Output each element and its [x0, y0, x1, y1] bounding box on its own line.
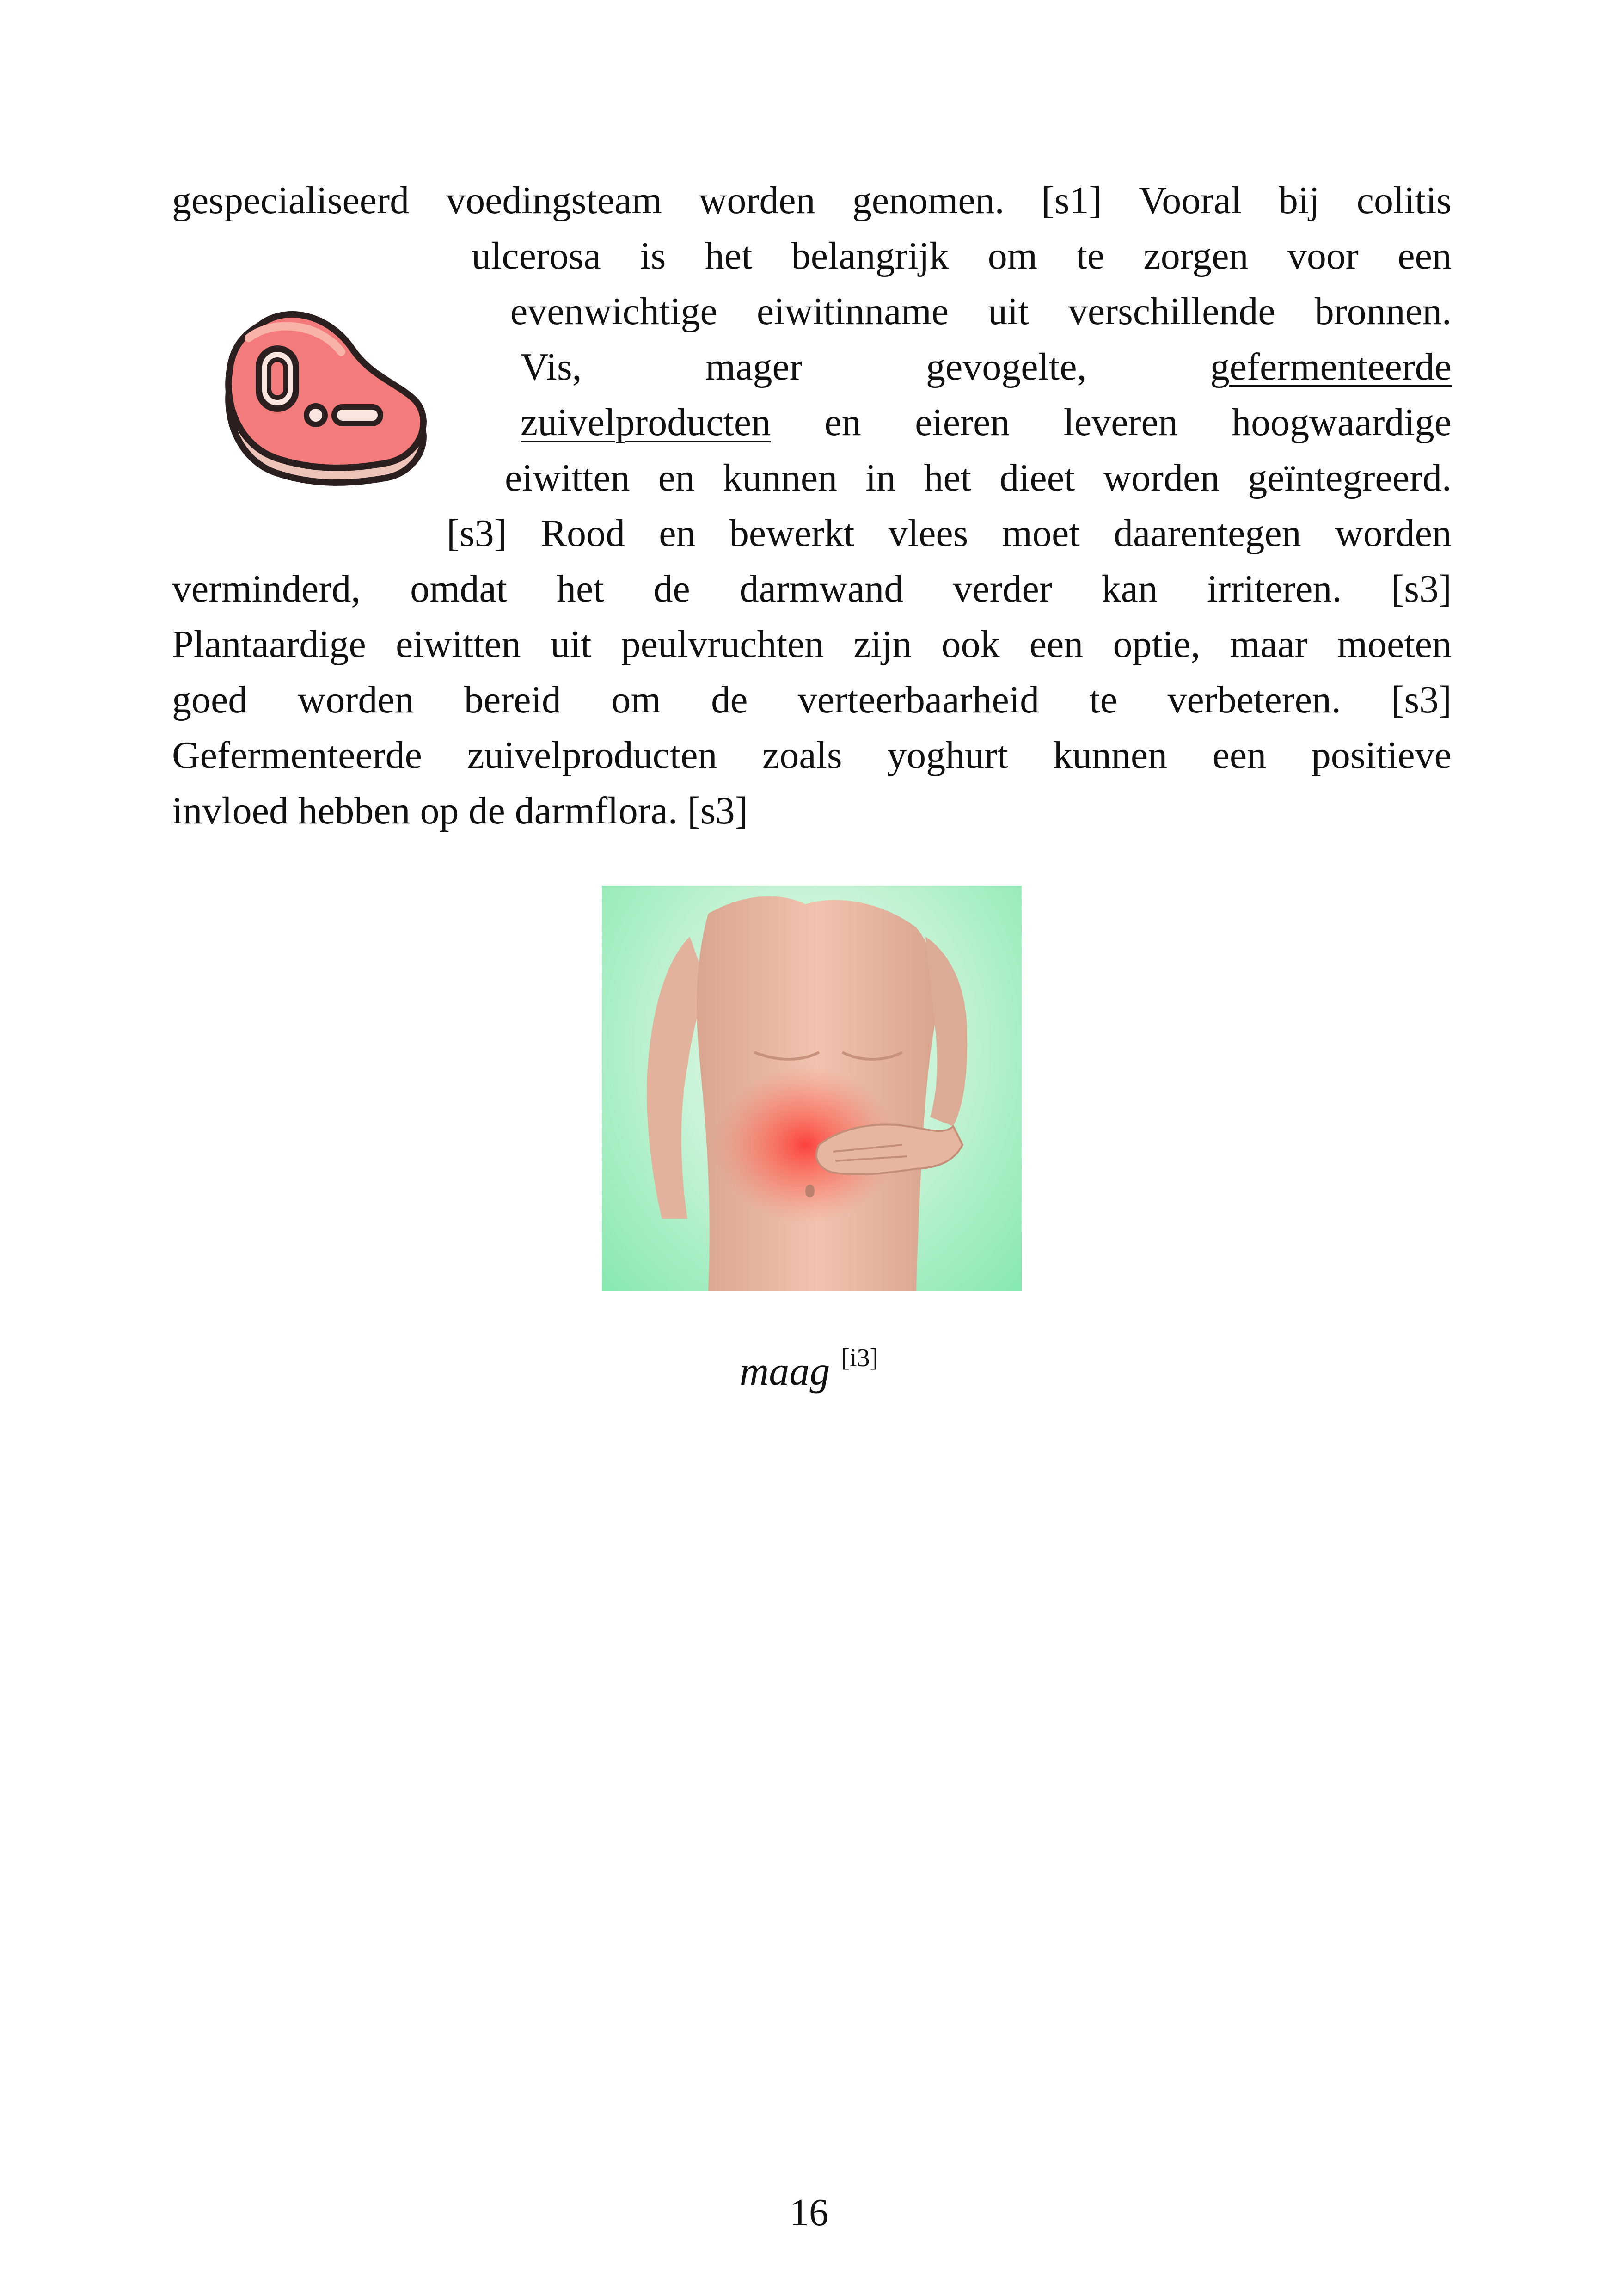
word: zoals — [762, 734, 842, 777]
body-line-1 — [172, 178, 1452, 224]
body-line-7 — [447, 510, 1452, 557]
word: darmwand — [739, 567, 904, 610]
word: goed — [172, 678, 248, 721]
word: dieet — [999, 456, 1075, 499]
word: verder — [953, 567, 1052, 610]
word: maar — [1230, 623, 1308, 666]
word: moeten — [1337, 623, 1452, 666]
word: belangrijk — [791, 234, 949, 277]
word: zijn — [853, 623, 912, 666]
word: genomen. — [852, 179, 1005, 222]
body-line-6 — [505, 455, 1452, 501]
word: vlees — [888, 512, 968, 555]
word: te — [1076, 234, 1105, 277]
word: zuivelproducten — [467, 734, 717, 777]
word: bereid — [464, 678, 561, 721]
torso-illustration — [602, 886, 1022, 1291]
word: voedingsteam — [446, 179, 662, 222]
word: en — [658, 456, 695, 499]
word: eiwitinname — [756, 290, 949, 333]
figure-caption — [0, 1332, 1618, 1397]
word: irriteren. — [1207, 567, 1342, 610]
word: en — [824, 401, 861, 444]
word: kunnen — [1053, 734, 1168, 777]
body-line-3 — [510, 289, 1452, 335]
word: optie, — [1113, 623, 1201, 666]
word: te — [1089, 678, 1118, 721]
word: bronnen. — [1314, 290, 1452, 333]
word: gevogelte, — [925, 345, 1087, 388]
word: eiwitten — [505, 456, 630, 499]
caption-text: maag — [739, 1349, 830, 1394]
word: een — [1212, 734, 1267, 777]
caption-reference: [i3] — [841, 1344, 879, 1372]
word: worden — [1335, 512, 1452, 555]
word: in — [865, 456, 896, 499]
word: leveren — [1063, 401, 1178, 444]
word: een — [1029, 623, 1084, 666]
word: ook — [941, 623, 1000, 666]
word: gespecialiseerd — [172, 179, 410, 222]
citation: [s3] — [1391, 567, 1452, 610]
word: is — [640, 234, 666, 277]
word: verminderd, — [172, 567, 361, 610]
word: en — [659, 512, 696, 555]
stomach-pain-photo — [602, 886, 1022, 1291]
word: Rood — [540, 512, 625, 555]
body-line-11 — [172, 732, 1452, 779]
body-line-2 — [472, 233, 1452, 279]
word: Vooral — [1139, 179, 1242, 222]
word: bij — [1278, 179, 1320, 222]
word: verbeteren. — [1167, 678, 1341, 721]
body-line-8 — [172, 566, 1452, 612]
link-gefermenteerde-zuivelproducten-continued[interactable]: zuivelproducten — [521, 401, 771, 444]
word: verteerbaarheid — [797, 678, 1040, 721]
word: ulcerosa — [472, 234, 601, 277]
word: om — [611, 678, 661, 721]
word: om — [987, 234, 1038, 277]
page-number: 16 — [790, 2191, 828, 2234]
word: het — [557, 567, 604, 610]
word: Plantaardige — [172, 623, 366, 666]
body-line-5 — [521, 399, 1452, 446]
citation: [s3] — [1391, 678, 1452, 721]
word: worden — [1103, 456, 1220, 499]
word: eiwitten — [396, 623, 521, 666]
word: positieve — [1311, 734, 1452, 777]
word: geïntegreerd. — [1248, 456, 1452, 499]
body-line-12: invloed hebben op de darmflora. [s3] — [172, 789, 748, 832]
word: eieren — [915, 401, 1010, 444]
word: zorgen — [1143, 234, 1249, 277]
word: een — [1397, 234, 1452, 277]
word: mager — [705, 345, 803, 388]
word: peulvruchten — [621, 623, 824, 666]
word: het — [924, 456, 972, 499]
word: voor — [1287, 234, 1359, 277]
word: uit — [550, 623, 592, 666]
link-gefermenteerde-zuivelproducten[interactable]: gefermenteerde — [1210, 345, 1452, 388]
word: de — [653, 567, 690, 610]
word: moet — [1002, 512, 1080, 555]
word: verschillende — [1068, 290, 1275, 333]
word: colitis — [1356, 179, 1452, 222]
word: worden — [297, 678, 414, 721]
body-line-9 — [172, 621, 1452, 668]
word: Vis, — [521, 345, 582, 388]
word: kunnen — [723, 456, 838, 499]
word: evenwichtige — [510, 290, 717, 333]
word: de — [711, 678, 748, 721]
body-line-10 — [172, 677, 1452, 723]
word: kan — [1101, 567, 1158, 610]
word: bewerkt — [729, 512, 855, 555]
word: uit — [988, 290, 1029, 333]
word: yoghurt — [887, 734, 1008, 777]
citation: [s3] — [447, 512, 507, 555]
word: Gefermenteerde — [172, 734, 422, 777]
meat-steak-icon — [216, 294, 438, 488]
word: hoogwaardige — [1232, 401, 1452, 444]
body-line-4 — [521, 344, 1452, 390]
word: het — [705, 234, 753, 277]
word: omdat — [410, 567, 508, 610]
word: worden — [699, 179, 815, 222]
word: daarentegen — [1113, 512, 1301, 555]
citation: [s1] — [1041, 179, 1102, 222]
